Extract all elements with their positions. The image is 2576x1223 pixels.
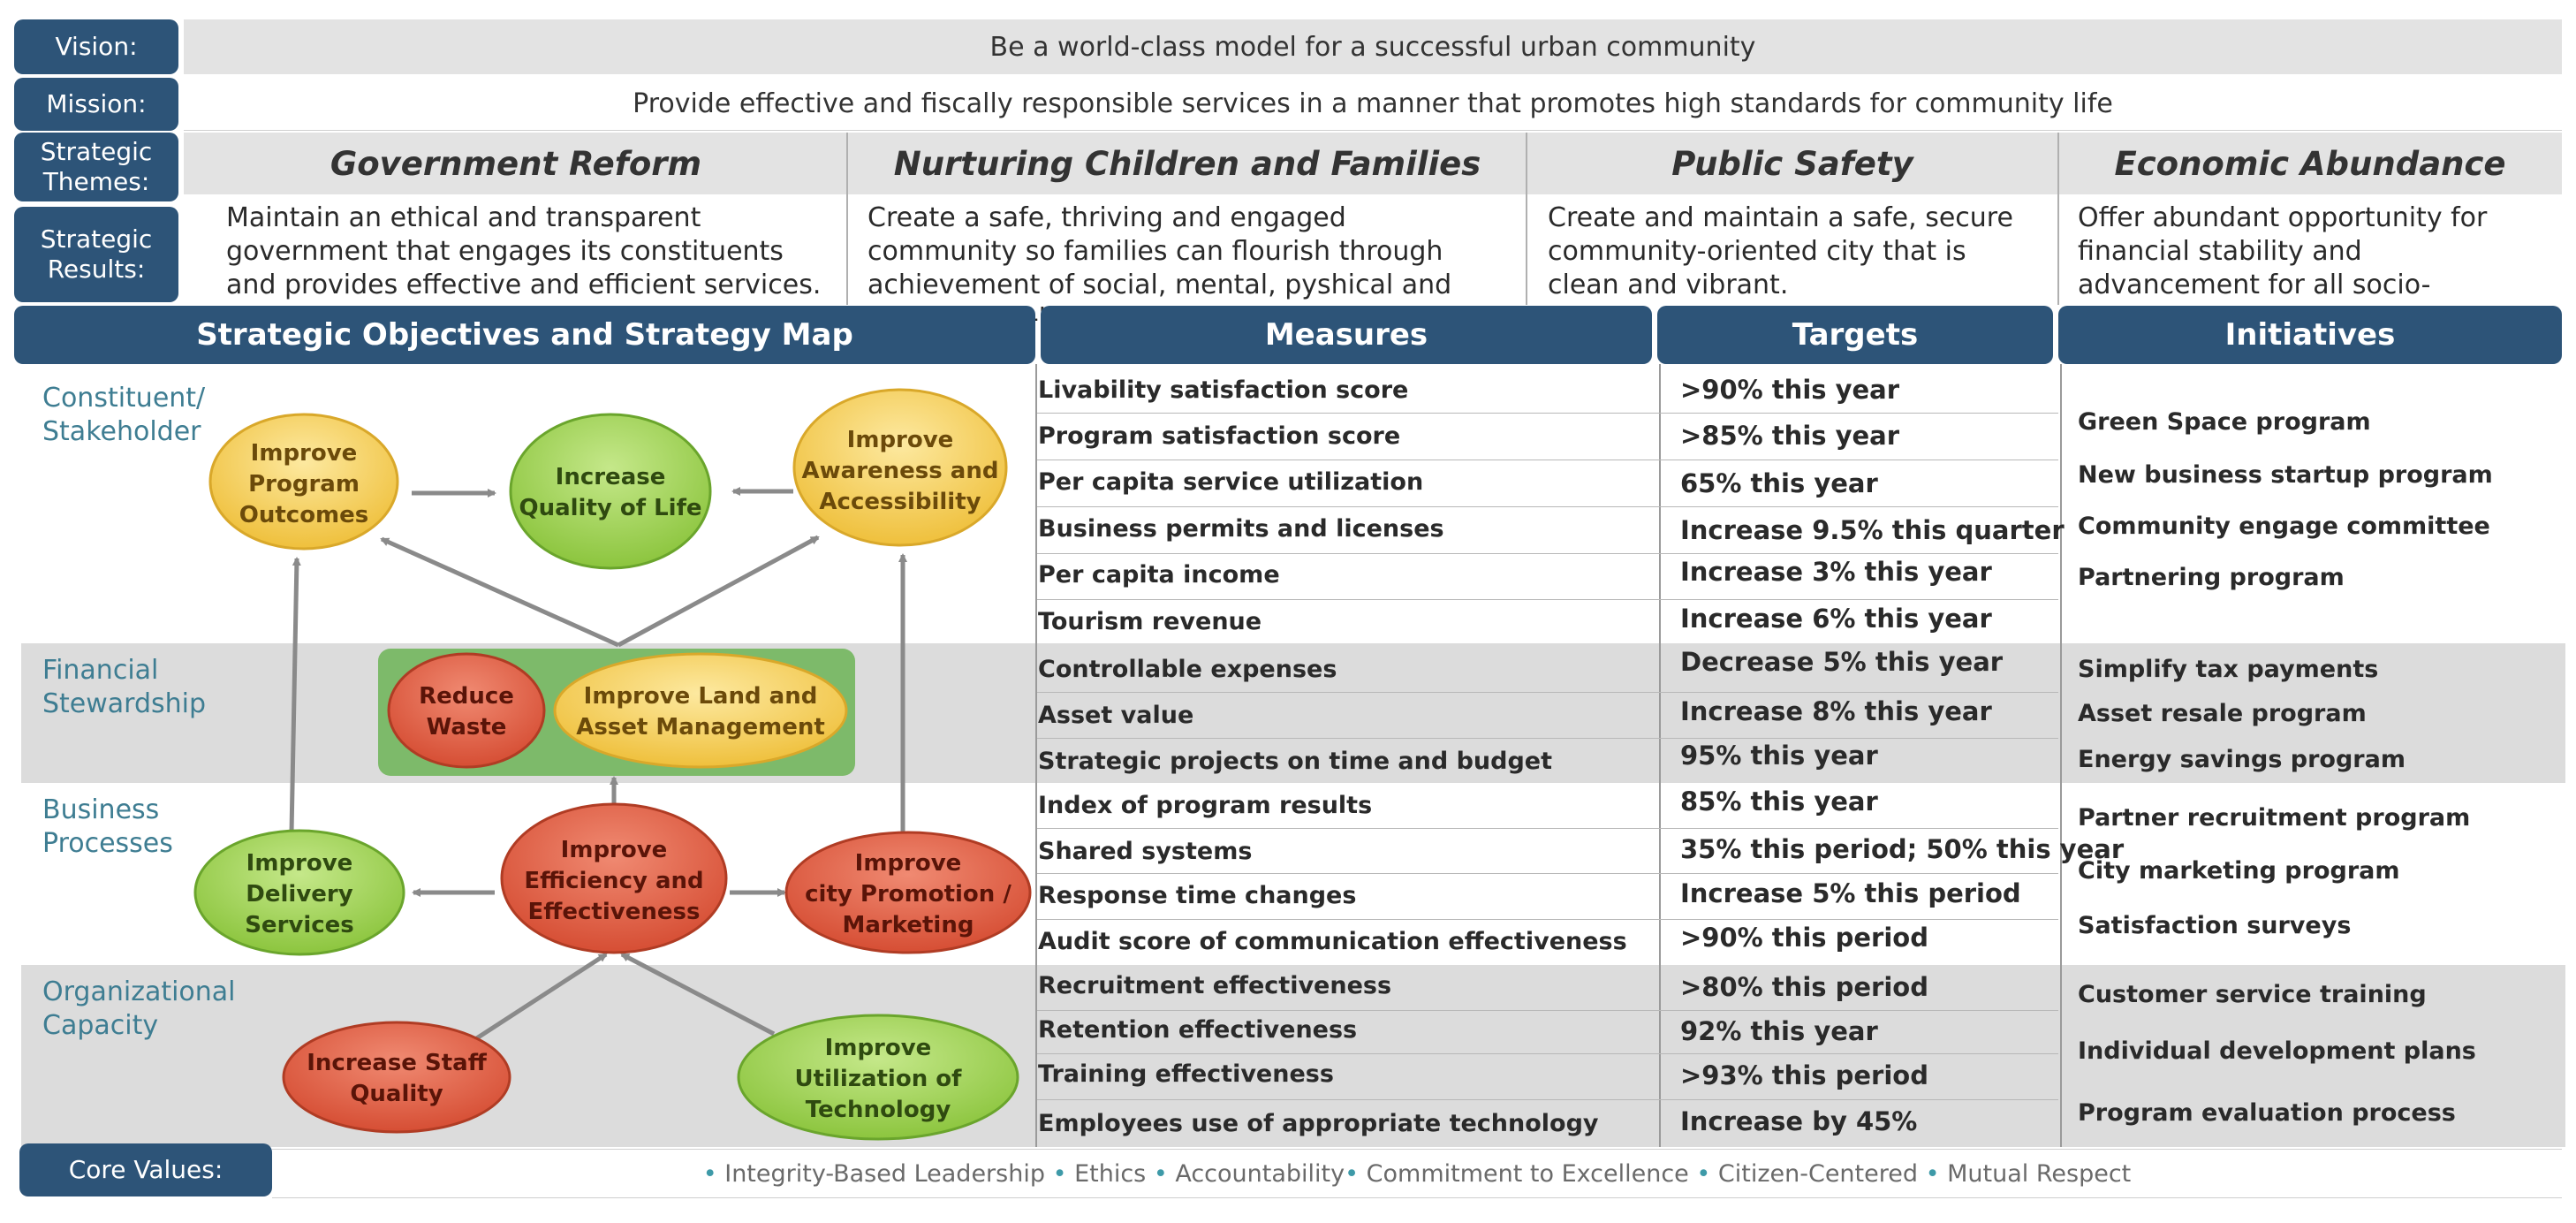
measure-item: Program satisfaction score — [1038, 422, 1401, 450]
initiatives-header: Initiatives — [2058, 306, 2562, 364]
target-item: >85% this year — [1680, 421, 1900, 451]
svg-text:IncreaseQuality of Life: Increase Quality of Life — [519, 464, 702, 521]
bullet-dot: • — [702, 1159, 725, 1188]
theme-government-reform: Government Reform — [330, 144, 702, 183]
initiative-item: City marketing program — [2078, 857, 2400, 885]
mission-label: Mission: — [14, 78, 178, 131]
measure-item: Retention effectiveness — [1038, 1016, 1358, 1044]
measure-item: Audit score of communication effectiveness — [1038, 928, 1627, 955]
measure-item: Response time changes — [1038, 882, 1357, 909]
result-government-reform: Maintain an ethical and transparent government that engages its constituents and provides effective and efficient services. — [226, 202, 822, 300]
measure-item: Business permits and licenses — [1038, 515, 1444, 543]
objective-improve-program-outcomes — [210, 414, 398, 549]
core-values-list — [272, 1149, 2562, 1198]
measure-item: Employees use of appropriate technology — [1038, 1110, 1599, 1137]
objective-reduce-waste — [389, 654, 544, 767]
theme-economic-abundance: Economic Abundance — [2114, 144, 2506, 183]
measure-item: Per capita income — [1038, 561, 1280, 589]
perspective-label-line2: Capacity — [42, 1010, 159, 1041]
target-item: Increase 8% this year — [1680, 696, 1992, 726]
objective-increase-quality-of-life — [511, 414, 710, 568]
targets-header: Targets — [1657, 306, 2053, 364]
measure-item: Controllable expenses — [1038, 656, 1337, 683]
perspective-label-line1: Financial — [42, 655, 159, 686]
core-value: Commitment to Excellence — [1366, 1159, 1689, 1188]
target-item: Increase 6% this year — [1680, 604, 1992, 634]
measures-header: Measures — [1041, 306, 1652, 364]
strategic-results-label: Strategic Results: — [14, 207, 178, 302]
svg-text:ImproveDeliveryServices: Improve Delivery Services — [245, 850, 354, 938]
strategy-map — [0, 0, 1035, 1149]
target-item: >90% this period — [1680, 923, 1928, 953]
target-item: 85% this year — [1680, 786, 1878, 817]
initiative-item: Community engage committee — [2078, 513, 2490, 540]
initiative-item: Program evaluation process — [2078, 1099, 2456, 1127]
svg-text:ImproveUtilization ofTechnolog: Improve Utilization of Technology — [794, 1035, 962, 1123]
measure-item: Tourism revenue — [1038, 608, 1262, 635]
objective-improve-efficiency — [502, 804, 726, 953]
perspective-label-line2: Processes — [42, 828, 173, 859]
core-value: Ethics — [1074, 1159, 1147, 1188]
initiative-item: New business startup program — [2078, 461, 2493, 489]
target-item: >90% this year — [1680, 375, 1900, 405]
result-public-safety: Create and maintain a safe, secure community-oriented city that is clean and vibrant. — [1548, 202, 2013, 300]
target-item: >93% this period — [1680, 1060, 1928, 1090]
svg-text:ImproveEfficiency andEffective: Improve Efficiency and Effectiveness — [524, 837, 704, 925]
measure-item: Index of program results — [1038, 792, 1373, 819]
strategy-map-header: Strategic Objectives and Strategy Map — [14, 306, 1035, 364]
measure-item: Shared systems — [1038, 838, 1253, 865]
mission-text: Provide effective and fiscally responsible services in a manner that promotes high standards for community life — [633, 87, 2113, 119]
svg-text:Increase StaffQuality: Increase Staff Quality — [307, 1050, 487, 1107]
perspective-label-line1: Organizational — [42, 976, 236, 1007]
target-item: 65% this year — [1680, 468, 1878, 498]
objective-improve-awareness — [794, 390, 1006, 545]
strategic-themes-label: Strategic Themes: — [14, 133, 178, 201]
initiative-item: Partnering program — [2078, 564, 2345, 591]
initiative-item: Simplify tax payments — [2078, 656, 2379, 683]
svg-text:ImproveAwareness andAccessibil: Improve Awareness and Accessibility — [801, 427, 999, 515]
initiative-item: Asset resale program — [2078, 700, 2367, 727]
perspective-label-line2: Stewardship — [42, 688, 207, 719]
initiative-item: Individual development plans — [2078, 1037, 2476, 1065]
svg-text:ReduceWaste: Reduce Waste — [419, 683, 514, 741]
objective-improve-promotion — [786, 832, 1030, 953]
objective-improve-technology — [739, 1015, 1018, 1139]
initiative-item: Partner recruitment program — [2078, 804, 2471, 832]
objective-improve-delivery — [195, 831, 404, 954]
target-item: Increase 5% this period — [1680, 878, 2021, 908]
vision-label: Vision: — [14, 19, 178, 74]
measure-item: Asset value — [1038, 702, 1194, 729]
objective-increase-staff-quality — [284, 1022, 510, 1132]
target-item: 92% this year — [1680, 1016, 1878, 1046]
measure-item: Recruitment effectiveness — [1038, 972, 1392, 999]
perspective-label-line2: Stakeholder — [42, 416, 201, 447]
core-values-label: Core Values: — [19, 1143, 272, 1196]
core-value: Citizen-Centered — [1717, 1159, 1919, 1188]
perspective-label-line1: Constituent/ — [42, 383, 206, 414]
core-value: Mutual Respect — [1947, 1159, 2132, 1188]
result-nurturing-children: Create a safe, thriving and engaged community so families can flourish through achievement of social, mental, pyshical and — [868, 202, 1452, 300]
bullet-dot: • — [1345, 1159, 1367, 1188]
target-item: Decrease 5% this year — [1680, 647, 2004, 677]
measure-item: Livability satisfaction score — [1038, 376, 1409, 404]
initiative-item: Satisfaction surveys — [2078, 912, 2352, 939]
svg-text:Improvecity Promotion /Marketi: Improve city Promotion / Marketing — [805, 850, 1011, 938]
target-item: >80% this period — [1680, 972, 1928, 1002]
objective-improve-land-asset — [555, 654, 846, 767]
result-economic-abundance: Offer abundant opportunity for financial stability and advancement for all socio- — [2078, 202, 2488, 300]
initiative-item: Energy savings program — [2078, 746, 2406, 773]
core-value: Integrity-Based Leadership — [724, 1159, 1045, 1188]
core-value: Accountability — [1175, 1159, 1345, 1188]
measure-item: Per capita service utilization — [1038, 468, 1424, 496]
bullet-dot: • — [1044, 1159, 1075, 1188]
vision-text: Be a world-class model for a successful urban community — [989, 31, 1756, 63]
initiative-item: Customer service training — [2078, 981, 2427, 1008]
target-item: 95% this year — [1680, 741, 1878, 771]
target-item: 35% this period; 50% this year — [1680, 834, 2125, 864]
target-item: Increase by 45% — [1680, 1106, 1918, 1136]
bullet-dot: • — [1918, 1159, 1948, 1188]
perspective-label-line1: Business — [42, 794, 160, 825]
bullet-dot: • — [1146, 1159, 1176, 1188]
measure-item: Training effectiveness — [1038, 1060, 1334, 1088]
target-item: Increase 9.5% this quarter — [1680, 515, 2065, 545]
svg-text:Improve Land andAsset Manageme: Improve Land and Asset Management — [576, 683, 825, 741]
target-item: Increase 3% this year — [1680, 557, 1992, 587]
theme-nurturing-children: Nurturing Children and Families — [893, 144, 1481, 183]
svg-text:ImproveProgramOutcomes: Improve Program Outcomes — [239, 440, 369, 528]
initiative-item: Green Space program — [2078, 408, 2371, 436]
measure-item: Strategic projects on time and budget — [1038, 748, 1553, 775]
bullet-dot: • — [1688, 1159, 1718, 1188]
theme-public-safety: Public Safety — [1671, 144, 1913, 183]
